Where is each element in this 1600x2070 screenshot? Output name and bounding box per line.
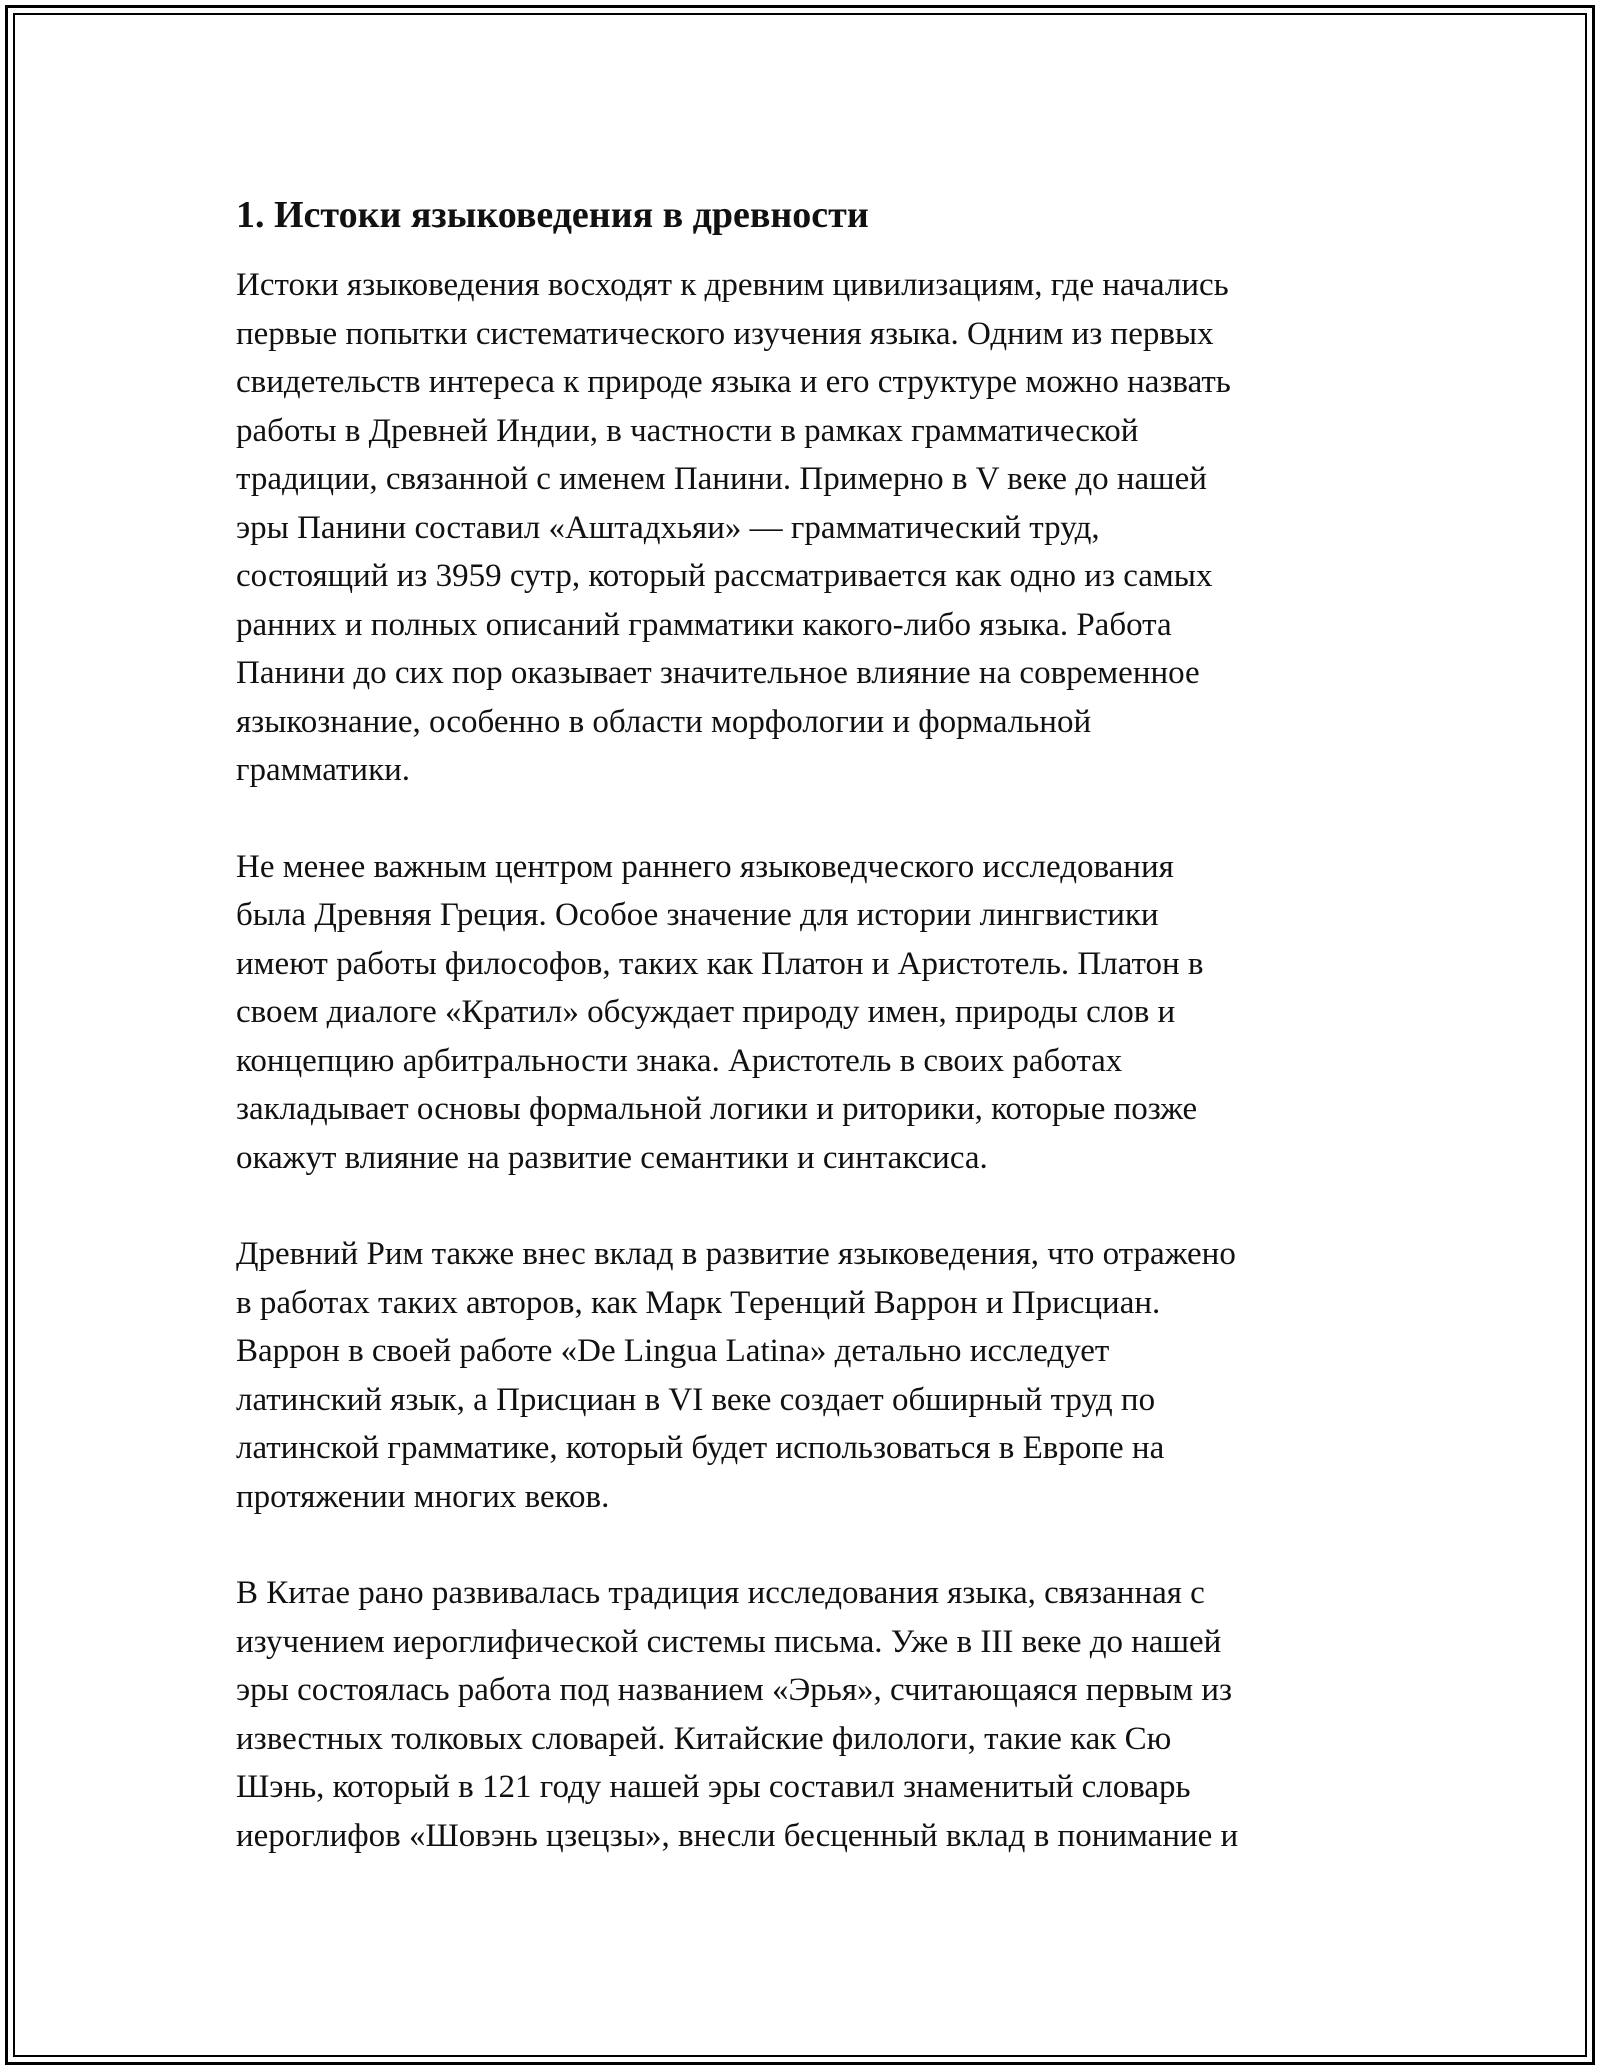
paragraph-china: В Китае рано развивалась традиция исследования языка, связанная с изучением иероглифической системы письма. Уже в III веке до нашей эры состоялась работа под названием «Эрья», считающаяся первым из известных толковых словарей. Китайские филологи, такие как Сю Шэнь, который в 121 году нашей эры составил знаменитый словарь иероглифов «Шовэнь цзецзы», внесли бесценный вклад в понимание и xyxy=(236,1575,1239,1854)
paragraph-rome: Древний Рим также внес вклад в развитие языковедения, что отражено в работах таких авторов, как Марк Теренций Варрон и Присциан. Варрон в своей работе «De Lingua Latina» детально исследует латинский язык, а Присциан в VI веке создает обширный труд по латинской грамматике, который будет использоваться в Европе на протяжении многих веков. xyxy=(236,1236,1236,1515)
paragraph-spacer xyxy=(236,1182,1366,1230)
section-heading: 1. Истоки языковедения в древности xyxy=(236,194,869,236)
paragraph-spacer xyxy=(236,1521,1366,1569)
paragraph-india: Истоки языковедения восходят к древним цивилизациям, где начались первые попытки систематического изучения языка. Одним из первых свидетельств интереса к природе языка и его структуре можно назвать работы в Древней Индии, в частности в рамках грамматической традиции, связанной с именем Панини. Примерно в V веке до нашей эры Панини составил «Аштадхьяи» — грамматический труд, состоящий из 3959 сутр, который рассматривается как одно из самых ранних и полных описаний грамматики какого-либо языка. Работа Панини до сих пор оказывает значительное влияние на современное языкознание, особенно в области морфологии и формальной грамматики. xyxy=(236,267,1231,788)
paragraph-greece: Не менее важным центром раннего языковедческого исследования была Древняя Греция. Особое значение для истории лингвистики имеют работы философов, таких как Платон и Аристотель. Платон в своем диалоге «Кратил» обсуждает природу имен, природы слов и концепцию арбитральности знака. Аристотель в своих работах закладывает основы формальной логики и риторики, которые позже окажут влияние на развитие семантики и синтаксиса. xyxy=(236,848,1204,1176)
paragraph-spacer xyxy=(236,795,1366,843)
document-body xyxy=(236,187,1366,1860)
